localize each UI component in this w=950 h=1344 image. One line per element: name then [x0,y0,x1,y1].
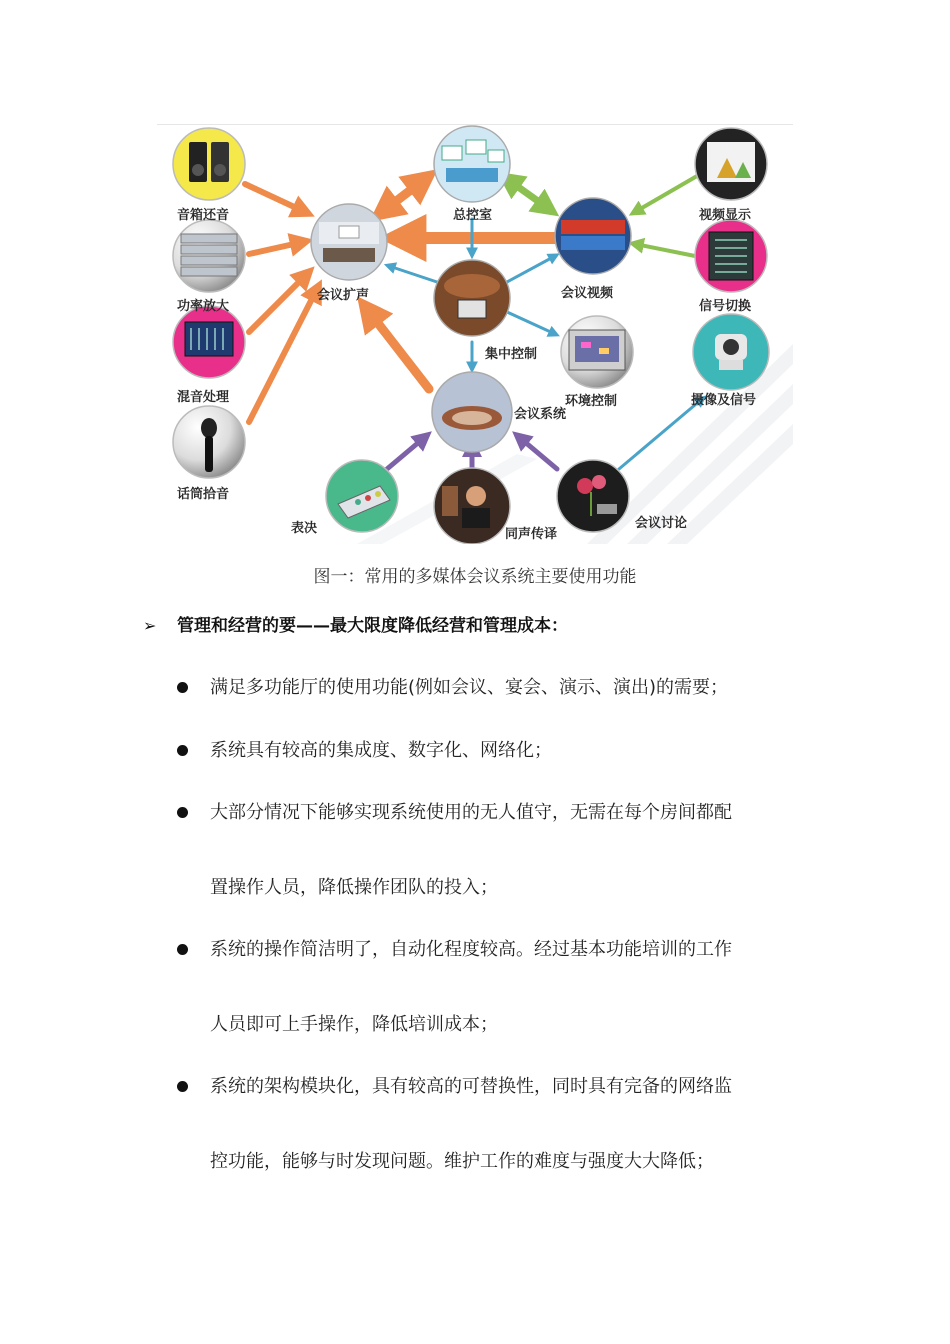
node-env [561,316,633,388]
node-conference [432,372,512,452]
label-switch: 信号切换 [699,299,752,314]
list-item-text: 系统具有较高的集成度、数字化、网络化； [210,740,552,761]
arrow-bullet-icon: ➢ [143,616,157,635]
switch-rack-icon [709,232,753,280]
bullet-dot-icon [177,807,188,818]
list-item-text-cont: 控功能，能够与时发现问题。维护工作的难度与强度大大降低； [210,1151,714,1172]
list-item-text: 大部分情况下能够实现系统使用的无人值守，无需在每个房间都配 [210,802,732,823]
node-speaker [173,128,245,200]
node-vote [326,460,398,532]
label-conference: 会议系统 [514,407,567,422]
node-sound [311,204,387,280]
list-item-text: 系统的操作简洁明了，自动化程度较高。经过基本功能培训的工作 [210,939,732,960]
node-discussion [557,460,629,532]
node-microphone [173,406,245,478]
camera-icon [715,334,747,370]
bullet-dot-icon [177,745,188,756]
figure-caption: 图一：常用的多媒体会议系统主要使用功能 [313,567,637,587]
bullet-dot-icon [177,944,188,955]
node-control-room [434,126,510,202]
touch-panel-icon [569,330,625,370]
mixer-icon [185,322,233,356]
node-interpretation [434,468,510,544]
bullet-dot-icon [177,682,188,693]
bullet-dot-icon [177,1081,188,1092]
diagram-svg [157,124,793,544]
label-camera: 摄像及信号 [691,393,757,408]
section-heading-text: 管理和经营的要——最大限度降低经营和管理成本： [177,616,568,636]
label-central: 集中控制 [485,347,538,362]
system-diagram [157,124,793,544]
label-sound: 会议扩声 [317,288,370,303]
list-item-text: 系统的架构模块化，具有较高的可替换性，同时具有完备的网络监 [210,1076,732,1097]
node-camera [693,314,769,390]
list-item-text: 满足多功能厅的使用功能(例如会议、宴会、演示、演出)的需要； [210,677,729,698]
section-heading [143,611,568,636]
node-mixer [173,306,245,378]
label-interpretation: 同声传译 [505,527,558,542]
list-item-text-cont: 人员即可上手操作，降低培训成本； [210,1014,498,1035]
label-display: 视频显示 [699,208,752,223]
label-amplifier: 功率放大 [177,299,230,314]
label-microphone: 话筒拾音 [177,487,230,502]
label-mixer: 混音处理 [177,390,230,405]
label-env: 环境控制 [565,394,618,409]
meeting-room-icon [319,222,379,262]
label-speaker: 音箱还音 [177,208,230,223]
label-vote: 表决 [291,521,318,536]
conference-table-icon [442,406,502,430]
label-control-room: 总控室 [453,208,493,223]
label-discussion: 会议讨论 [635,516,688,531]
node-central [434,260,510,336]
list-item-text-cont: 置操作人员，降低操作团队的投入； [210,877,498,898]
node-switch [695,220,767,292]
display-icon [707,142,755,182]
node-amplifier [173,220,245,292]
node-display [695,128,767,200]
node-video [555,198,631,274]
label-video: 会议视频 [561,286,614,301]
